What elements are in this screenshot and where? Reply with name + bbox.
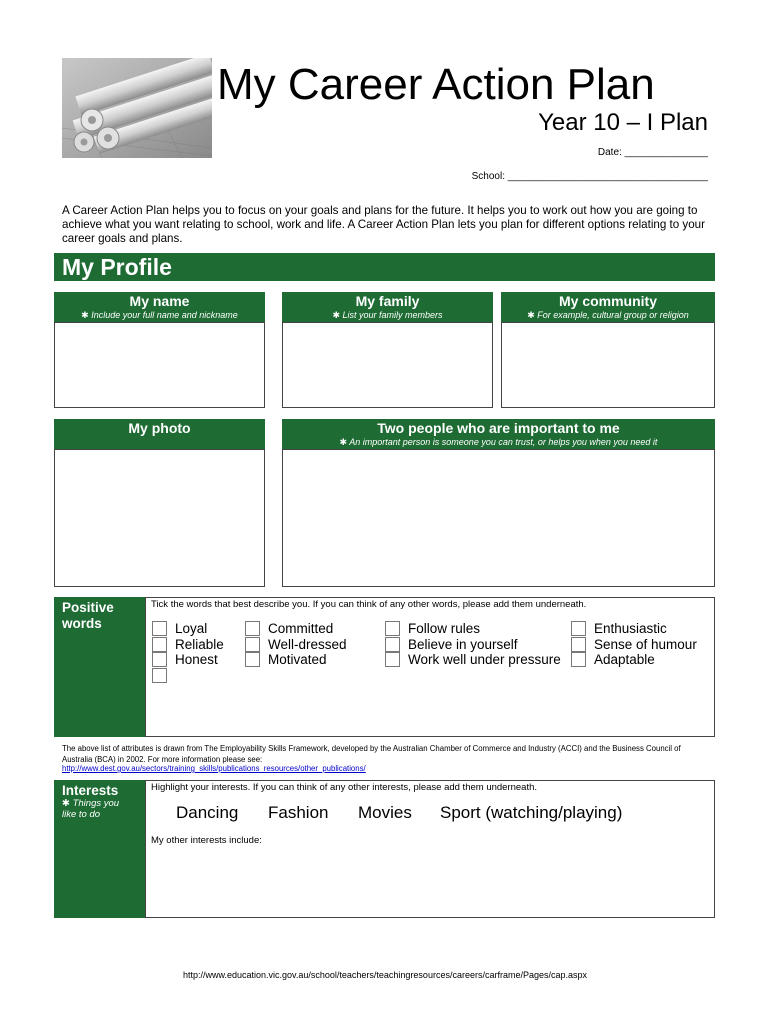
interest-sport[interactable]: Sport (watching/playing) <box>440 803 623 822</box>
rolled-blueprints-image <box>62 58 212 158</box>
my-photo-box[interactable] <box>54 449 265 587</box>
checkbox-motivated[interactable] <box>245 652 260 667</box>
other-interests-label: My other interests include: <box>151 835 262 846</box>
important-people-header <box>282 419 715 449</box>
date-field[interactable]: Date: _______________ <box>597 147 708 158</box>
interests-hint: ✱ Things you like to do <box>62 798 120 820</box>
profile-heading-text: My Profile <box>62 254 172 280</box>
word-motivated: Motivated <box>268 652 327 667</box>
checkbox-enthusiastic[interactable] <box>571 621 586 636</box>
positive-words-label-cell <box>54 597 145 737</box>
attribution-text: The above list of attributes is drawn from The Employability Skills Framework, developed by the Australian Chamber of Commerce and Industry (ACCI) and the Business Council of Australia (BCA) in 2002. For more information please see: <box>62 744 681 764</box>
my-photo-header <box>54 419 265 449</box>
checkbox-work-under-pressure[interactable] <box>385 652 400 667</box>
positive-words-instruction: Tick the words that best describe you. If you can think of any other words, please add them underneath. <box>151 599 587 610</box>
school-field[interactable]: School: ____________________________________ <box>471 171 708 182</box>
word-well-dressed: Well-dressed <box>268 637 347 652</box>
checkbox-extra-word[interactable] <box>152 668 167 683</box>
my-community-title: My community <box>558 293 657 309</box>
my-family-input-box[interactable] <box>282 322 493 408</box>
checkbox-sense-of-humour[interactable] <box>571 637 586 652</box>
word-work-under-pressure: Work well under pressure <box>408 652 561 667</box>
word-enthusiastic: Enthusiastic <box>594 621 667 636</box>
interests-label-cell <box>54 780 145 918</box>
word-honest: Honest <box>175 652 218 667</box>
my-community-input-box[interactable] <box>501 322 715 408</box>
page-subtitle: Year 10 – I Plan <box>538 109 708 136</box>
important-people-box[interactable] <box>282 449 715 587</box>
my-family-title: My family <box>355 293 420 309</box>
positive-words-label: Positive words <box>62 600 114 631</box>
checkbox-well-dressed[interactable] <box>245 637 260 652</box>
checkbox-believe-in-yourself[interactable] <box>385 637 400 652</box>
interest-fashion[interactable]: Fashion <box>268 803 329 822</box>
word-adaptable: Adaptable <box>594 652 655 667</box>
interest-dancing[interactable]: Dancing <box>176 803 239 822</box>
checkbox-committed[interactable] <box>245 621 260 636</box>
word-sense-of-humour: Sense of humour <box>594 637 697 652</box>
my-name-hint: ✱ Include your full name and nickname <box>81 310 238 320</box>
my-name-header <box>54 292 265 322</box>
intro-paragraph: A Career Action Plan helps you to focus on your goals and plans for the future. It helps you to work out how you are going to achieve what you want relating to school, work and life. A Career Action Plan lets you plan for different options relating to your career goals and plans. <box>62 204 705 245</box>
attribution-link[interactable]: http://www.dest.gov.au/sectors/training_skills/publications_resources/other_publications/ <box>62 764 366 773</box>
word-loyal: Loyal <box>175 621 208 636</box>
checkbox-loyal[interactable] <box>152 621 167 636</box>
header-photo <box>62 58 212 158</box>
important-people-title: Two people who are important to me <box>377 420 620 436</box>
my-name-input-box[interactable] <box>54 322 265 408</box>
word-believe-in-yourself: Believe in yourself <box>408 637 518 652</box>
interests-label: Interests <box>62 783 119 798</box>
interest-movies[interactable]: Movies <box>358 803 412 822</box>
checkbox-reliable[interactable] <box>152 637 167 652</box>
word-committed: Committed <box>268 621 334 636</box>
my-name-title: My name <box>129 293 190 309</box>
profile-section-heading <box>54 253 715 281</box>
checkbox-adaptable[interactable] <box>571 652 586 667</box>
my-family-header <box>282 292 493 322</box>
word-follow-rules: Follow rules <box>408 621 481 636</box>
page-title: My Career Action Plan <box>217 60 655 109</box>
checkbox-follow-rules[interactable] <box>385 621 400 636</box>
my-community-hint: ✱ For example, cultural group or religion <box>527 310 689 320</box>
footer-url: http://www.education.vic.gov.au/school/teachers/teachingresources/careers/carframe/Pages/cap.aspx <box>182 970 588 980</box>
interests-panel <box>145 780 715 918</box>
my-photo-title: My photo <box>128 420 191 436</box>
my-community-header <box>501 292 715 322</box>
my-family-hint: ✱ List your family members <box>332 310 443 320</box>
important-people-hint: ✱ An important person is someone you can trust, or helps you when you need it <box>339 437 658 447</box>
word-reliable: Reliable <box>175 637 224 652</box>
checkbox-honest[interactable] <box>152 652 167 667</box>
interests-instruction: Highlight your interests. If you can think of any other interests, please add them underneath. <box>151 782 538 793</box>
